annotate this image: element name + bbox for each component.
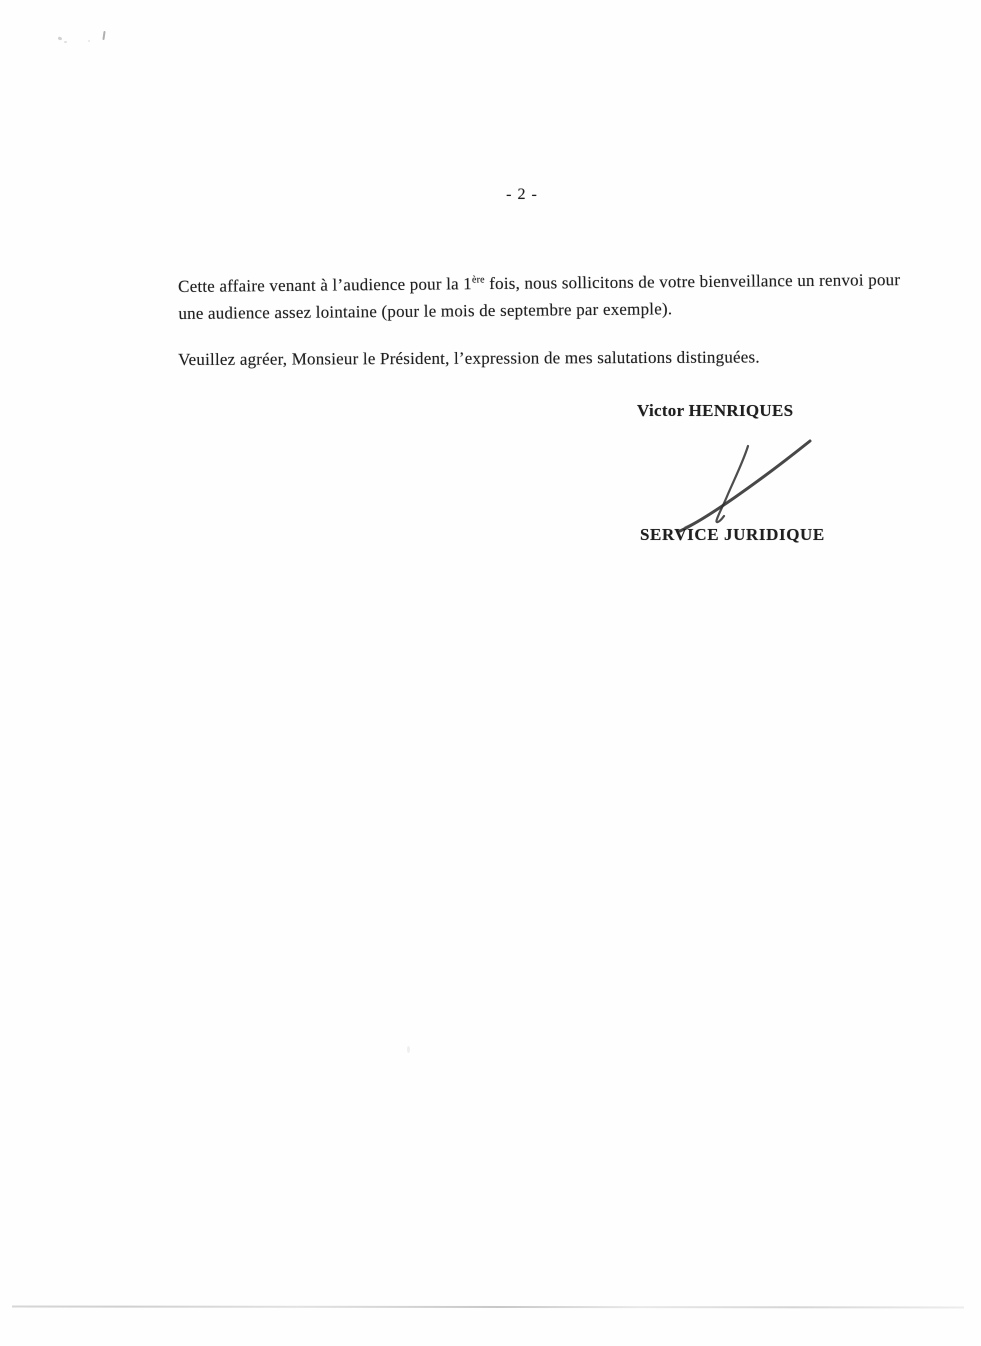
body-paragraph bbox=[178, 266, 904, 327]
page-number: - 2 - bbox=[506, 186, 538, 203]
scan-line-artifact bbox=[12, 1306, 964, 1309]
signer-department: SERVICE JURIDIQUE bbox=[640, 525, 825, 544]
scan-speck-artifact bbox=[102, 31, 105, 40]
ordinal-superscript: ère bbox=[471, 274, 485, 286]
scan-speck-artifact bbox=[407, 1046, 410, 1053]
signer-name: Victor HENRIQUES bbox=[637, 401, 794, 420]
paragraph-text: fois, nous sollicitons de votre bienveillance un renvoi pour une audience assez lointaine (pour le mois de septembre par exemple). bbox=[178, 270, 901, 323]
scan-speck-artifact bbox=[58, 36, 63, 40]
paragraph-text: Cette affaire venant à l’audience pour la 1 bbox=[178, 274, 473, 296]
handwritten-signature bbox=[638, 430, 826, 536]
closing-paragraph: Veuillez agréer, Monsieur le Président, l’expression de mes salutations distinguées. bbox=[178, 347, 760, 369]
scan-speck-artifact bbox=[88, 40, 90, 42]
scan-speck-artifact bbox=[64, 41, 67, 43]
